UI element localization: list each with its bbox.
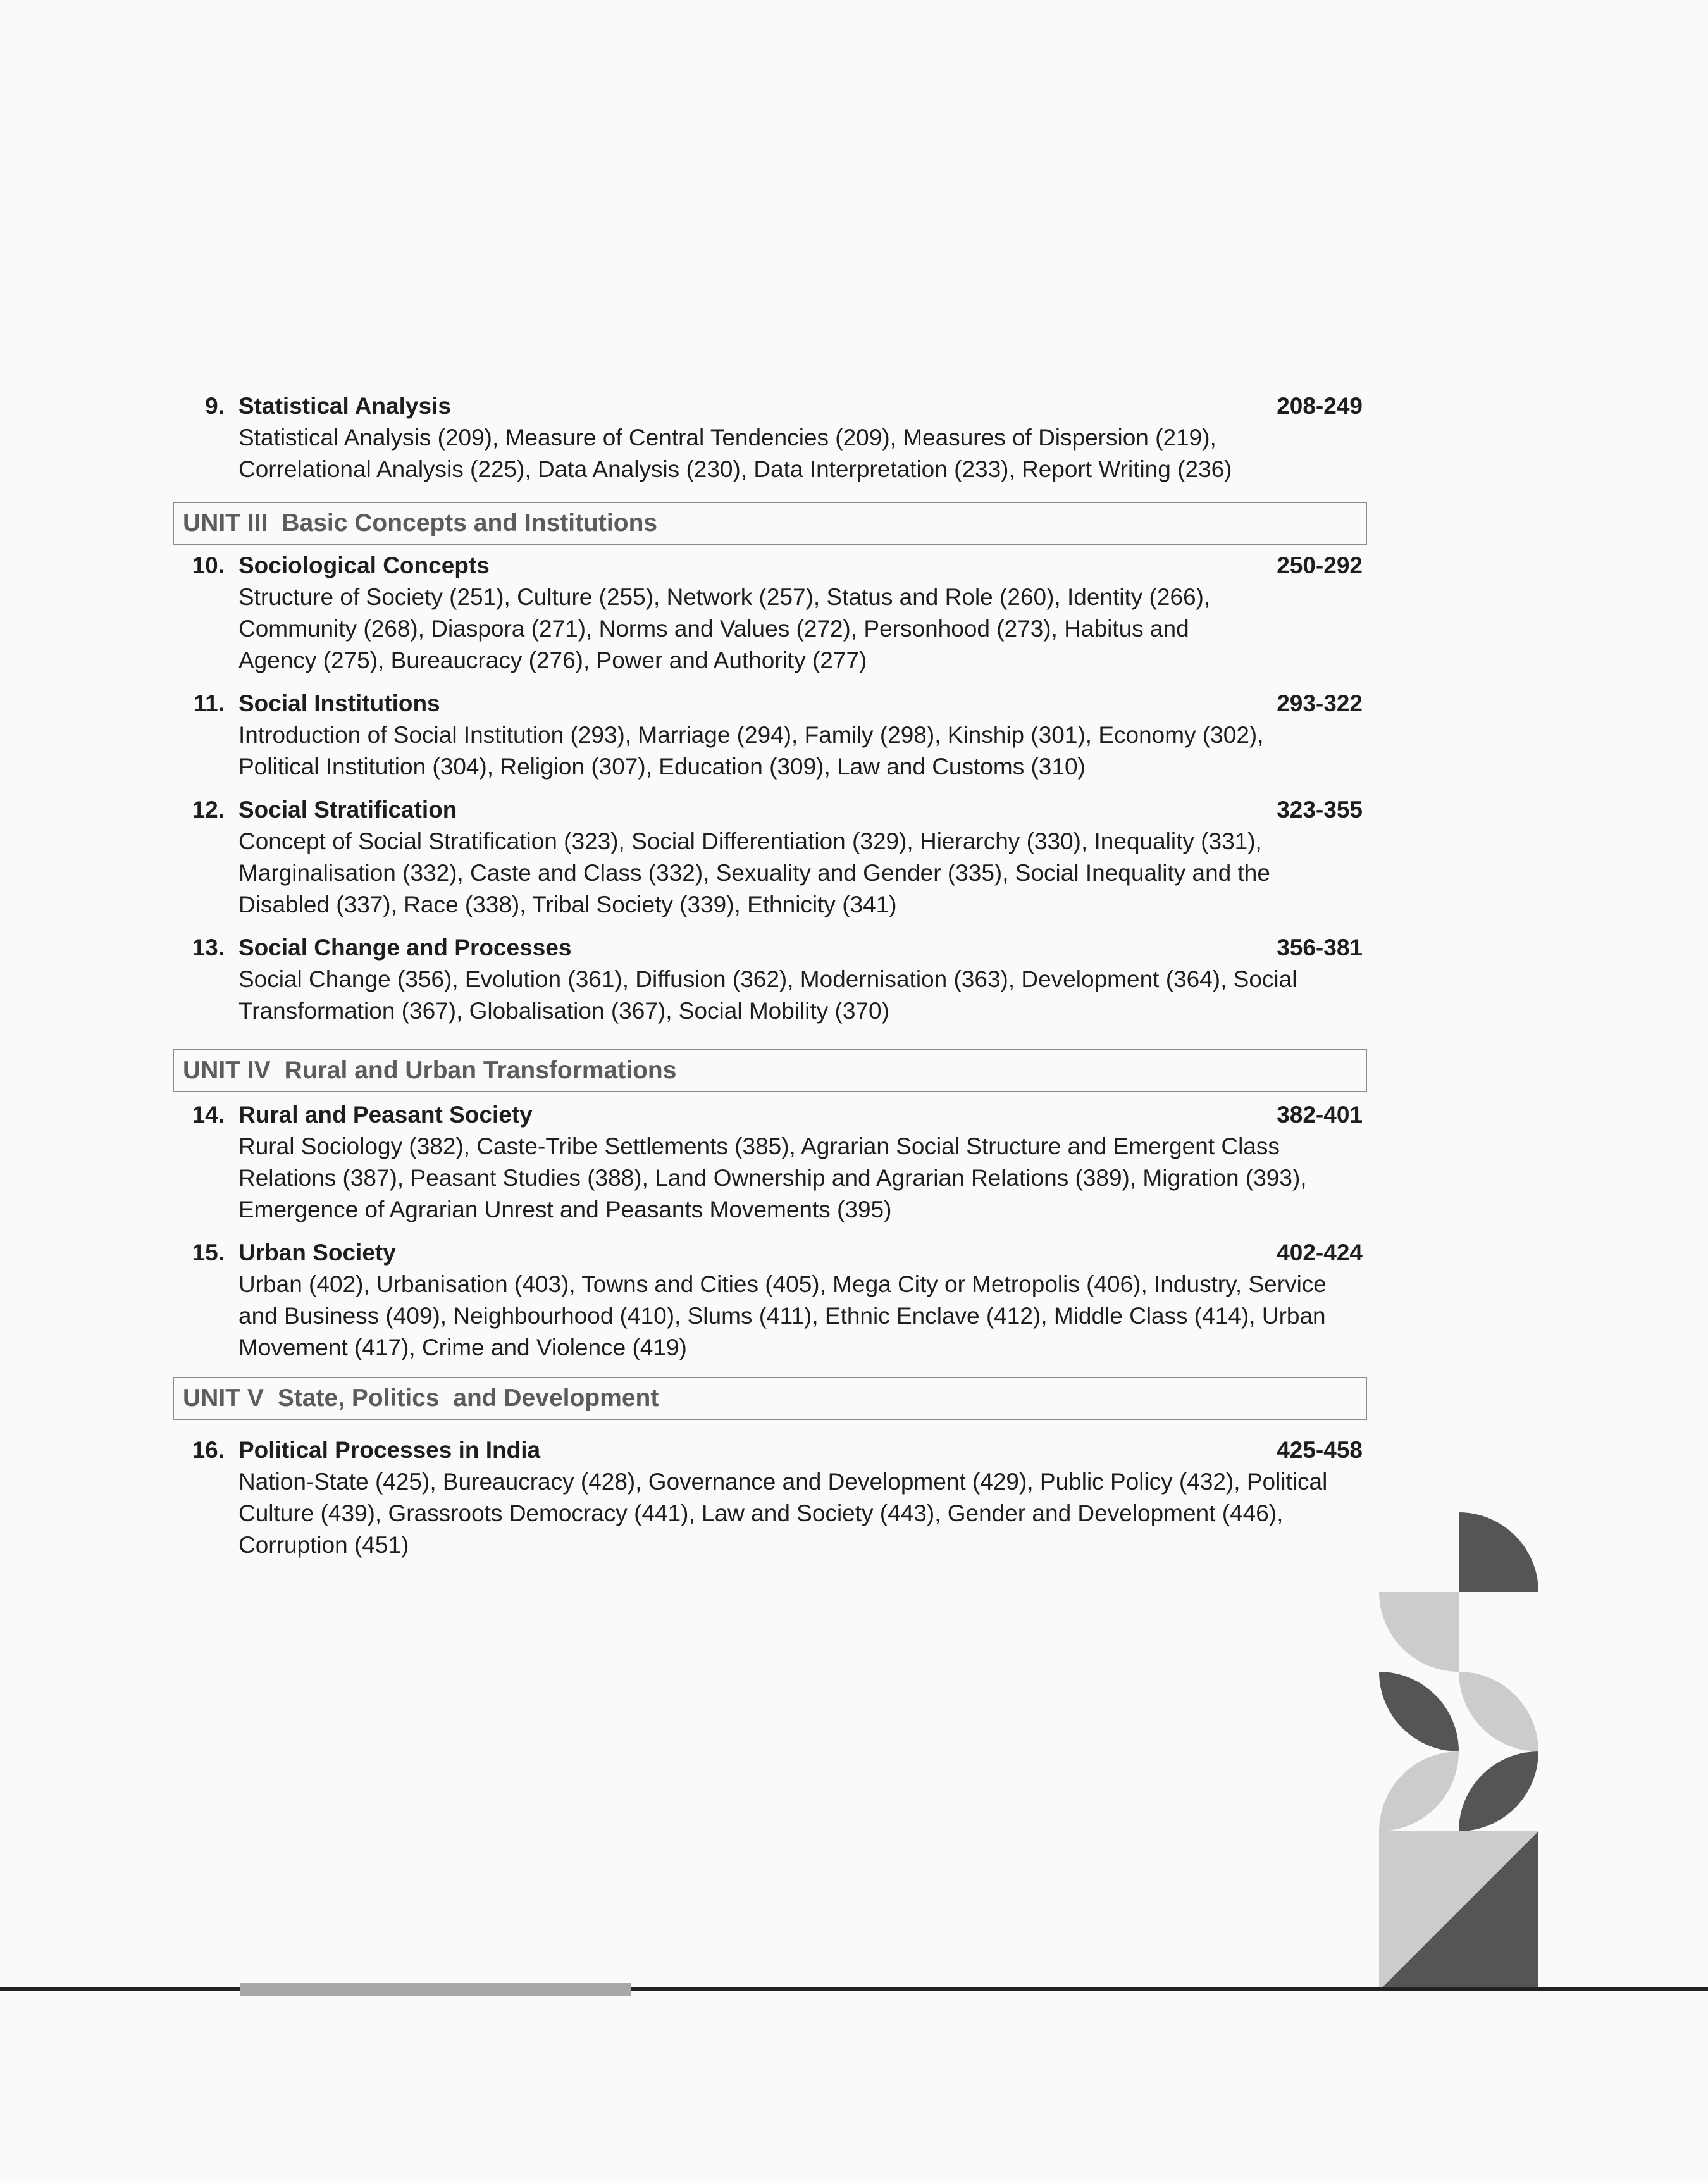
topic-line: Relations (387), Peasant Studies (388), Land Ownership and Agrarian Relations (389), Migration (393), [238,1165,1307,1191]
page-range: 293-322 [1277,690,1363,716]
leaf-shape [1459,1672,1538,1751]
topic-line: Movement (417), Crime and Violence (419) [238,1334,687,1360]
topic-line: Introduction of Social Institution (293), Marriage (294), Family (298), Kinship (301), Economy (302), [238,722,1264,748]
chapter-title[interactable]: Political Processes in India [238,1437,541,1463]
unit-label: UNIT IV [183,1057,271,1084]
footer-tab-bar [240,1983,631,1996]
topic-line: Urban (402), Urbanisation (403), Towns and Cities (405), Mega City or Metropolis (406), Industry, Service [238,1271,1327,1297]
leaf-shape [1459,1751,1538,1831]
page-range: 382-401 [1277,1102,1363,1128]
topic-line: Corruption (451) [238,1532,409,1558]
chapter-number: 12. [192,797,225,823]
chapter-topics [238,422,1371,485]
chapter-number: 9. [205,393,225,419]
topic-line: Transformation (367), Globalisation (367), Social Mobility (370) [238,998,889,1024]
topic-line: Agency (275), Bureaucracy (276), Power and Authority (277) [238,647,867,673]
unit-header [173,1377,1367,1420]
chapter-title[interactable]: Statistical Analysis [238,393,451,419]
chapter-topics [238,719,1371,783]
topic-line: Concept of Social Stratification (323), Social Differentiation (329), Hierarchy (330), Inequality (331), [238,828,1262,854]
topic-line: Community (268), Diaspora (271), Norms and Values (272), Personhood (273), Habitus and [238,616,1189,642]
chapter-topics [238,964,1371,1027]
unit-title: Rural and Urban Transformations [284,1057,677,1084]
unit-title: State, Politics and Development [277,1384,659,1412]
quarter-circle-shape [1459,1512,1538,1592]
chapter-number: 11. [193,690,225,716]
chapter-number: 16. [192,1437,225,1463]
chapter-topics [238,1269,1371,1364]
topic-line: Statistical Analysis (209), Measure of Central Tendencies (209), Measures of Dispersion (219), [238,425,1216,451]
unit-label: UNIT V [183,1384,264,1412]
topic-line: Correlational Analysis (225), Data Analysis (230), Data Interpretation (233), Report Writing (236) [238,456,1232,482]
page-range: 208-249 [1277,393,1363,419]
quarter-circle-shape [1379,1592,1459,1672]
chapter-topics [238,582,1371,676]
chapter-title[interactable]: Rural and Peasant Society [238,1102,533,1128]
topic-line: Emergence of Agrarian Unrest and Peasants Movements (395) [238,1197,892,1222]
chapter-title[interactable]: Social Change and Processes [238,935,572,961]
chapter-title[interactable]: Urban Society [238,1240,396,1266]
topic-line: Political Institution (304), Religion (307), Education (309), Law and Customs (310) [238,754,1086,780]
chapter-topics [238,826,1371,921]
chapter-number: 14. [192,1102,225,1128]
unit-label: UNIT III [183,509,268,537]
page-range: 323-355 [1277,797,1363,823]
topic-line: Social Change (356), Evolution (361), Diffusion (362), Modernisation (363), Development (364), Social [238,966,1297,992]
page-range: 250-292 [1277,552,1363,578]
topic-line: Marginalisation (332), Caste and Class (332), Sexuality and Gender (335), Social Inequality and the [238,860,1270,886]
chapter-title[interactable]: Sociological Concepts [238,552,490,578]
unit-header [173,502,1367,545]
leaf-shape [1379,1751,1459,1831]
chapter-number: 10. [192,552,225,578]
chapter-title[interactable]: Social Institutions [238,690,440,716]
topic-line: and Business (409), Neighbourhood (410), Slums (411), Ethnic Enclave (412), Middle Class (414), Urban [238,1303,1326,1329]
leaf-shape [1379,1672,1459,1751]
geometric-decoration [1379,1512,1538,1993]
topic-line: Structure of Society (251), Culture (255), Network (257), Status and Role (260), Identity (266), [238,584,1211,610]
chapter-topics [238,1131,1371,1226]
chapter-number: 13. [192,935,225,961]
topic-line: Disabled (337), Race (338), Tribal Society (339), Ethnicity (341) [238,892,897,917]
unit-header [173,1049,1367,1092]
chapter-topics [238,1466,1371,1561]
page-range: 402-424 [1277,1240,1363,1266]
page-range: 356-381 [1277,935,1363,961]
chapter-number: 15. [192,1240,225,1266]
page-range: 425-458 [1277,1437,1363,1463]
topic-line: Nation-State (425), Bureaucracy (428), Governance and Development (429), Public Policy (432), Political [238,1469,1328,1495]
topic-line: Culture (439), Grassroots Democracy (441), Law and Society (443), Gender and Development (446), [238,1500,1284,1526]
topic-line: Rural Sociology (382), Caste-Tribe Settlements (385), Agrarian Social Structure and Emergent Class [238,1133,1280,1159]
unit-title: Basic Concepts and Institutions [282,509,658,537]
chapter-title[interactable]: Social Stratification [238,797,457,823]
